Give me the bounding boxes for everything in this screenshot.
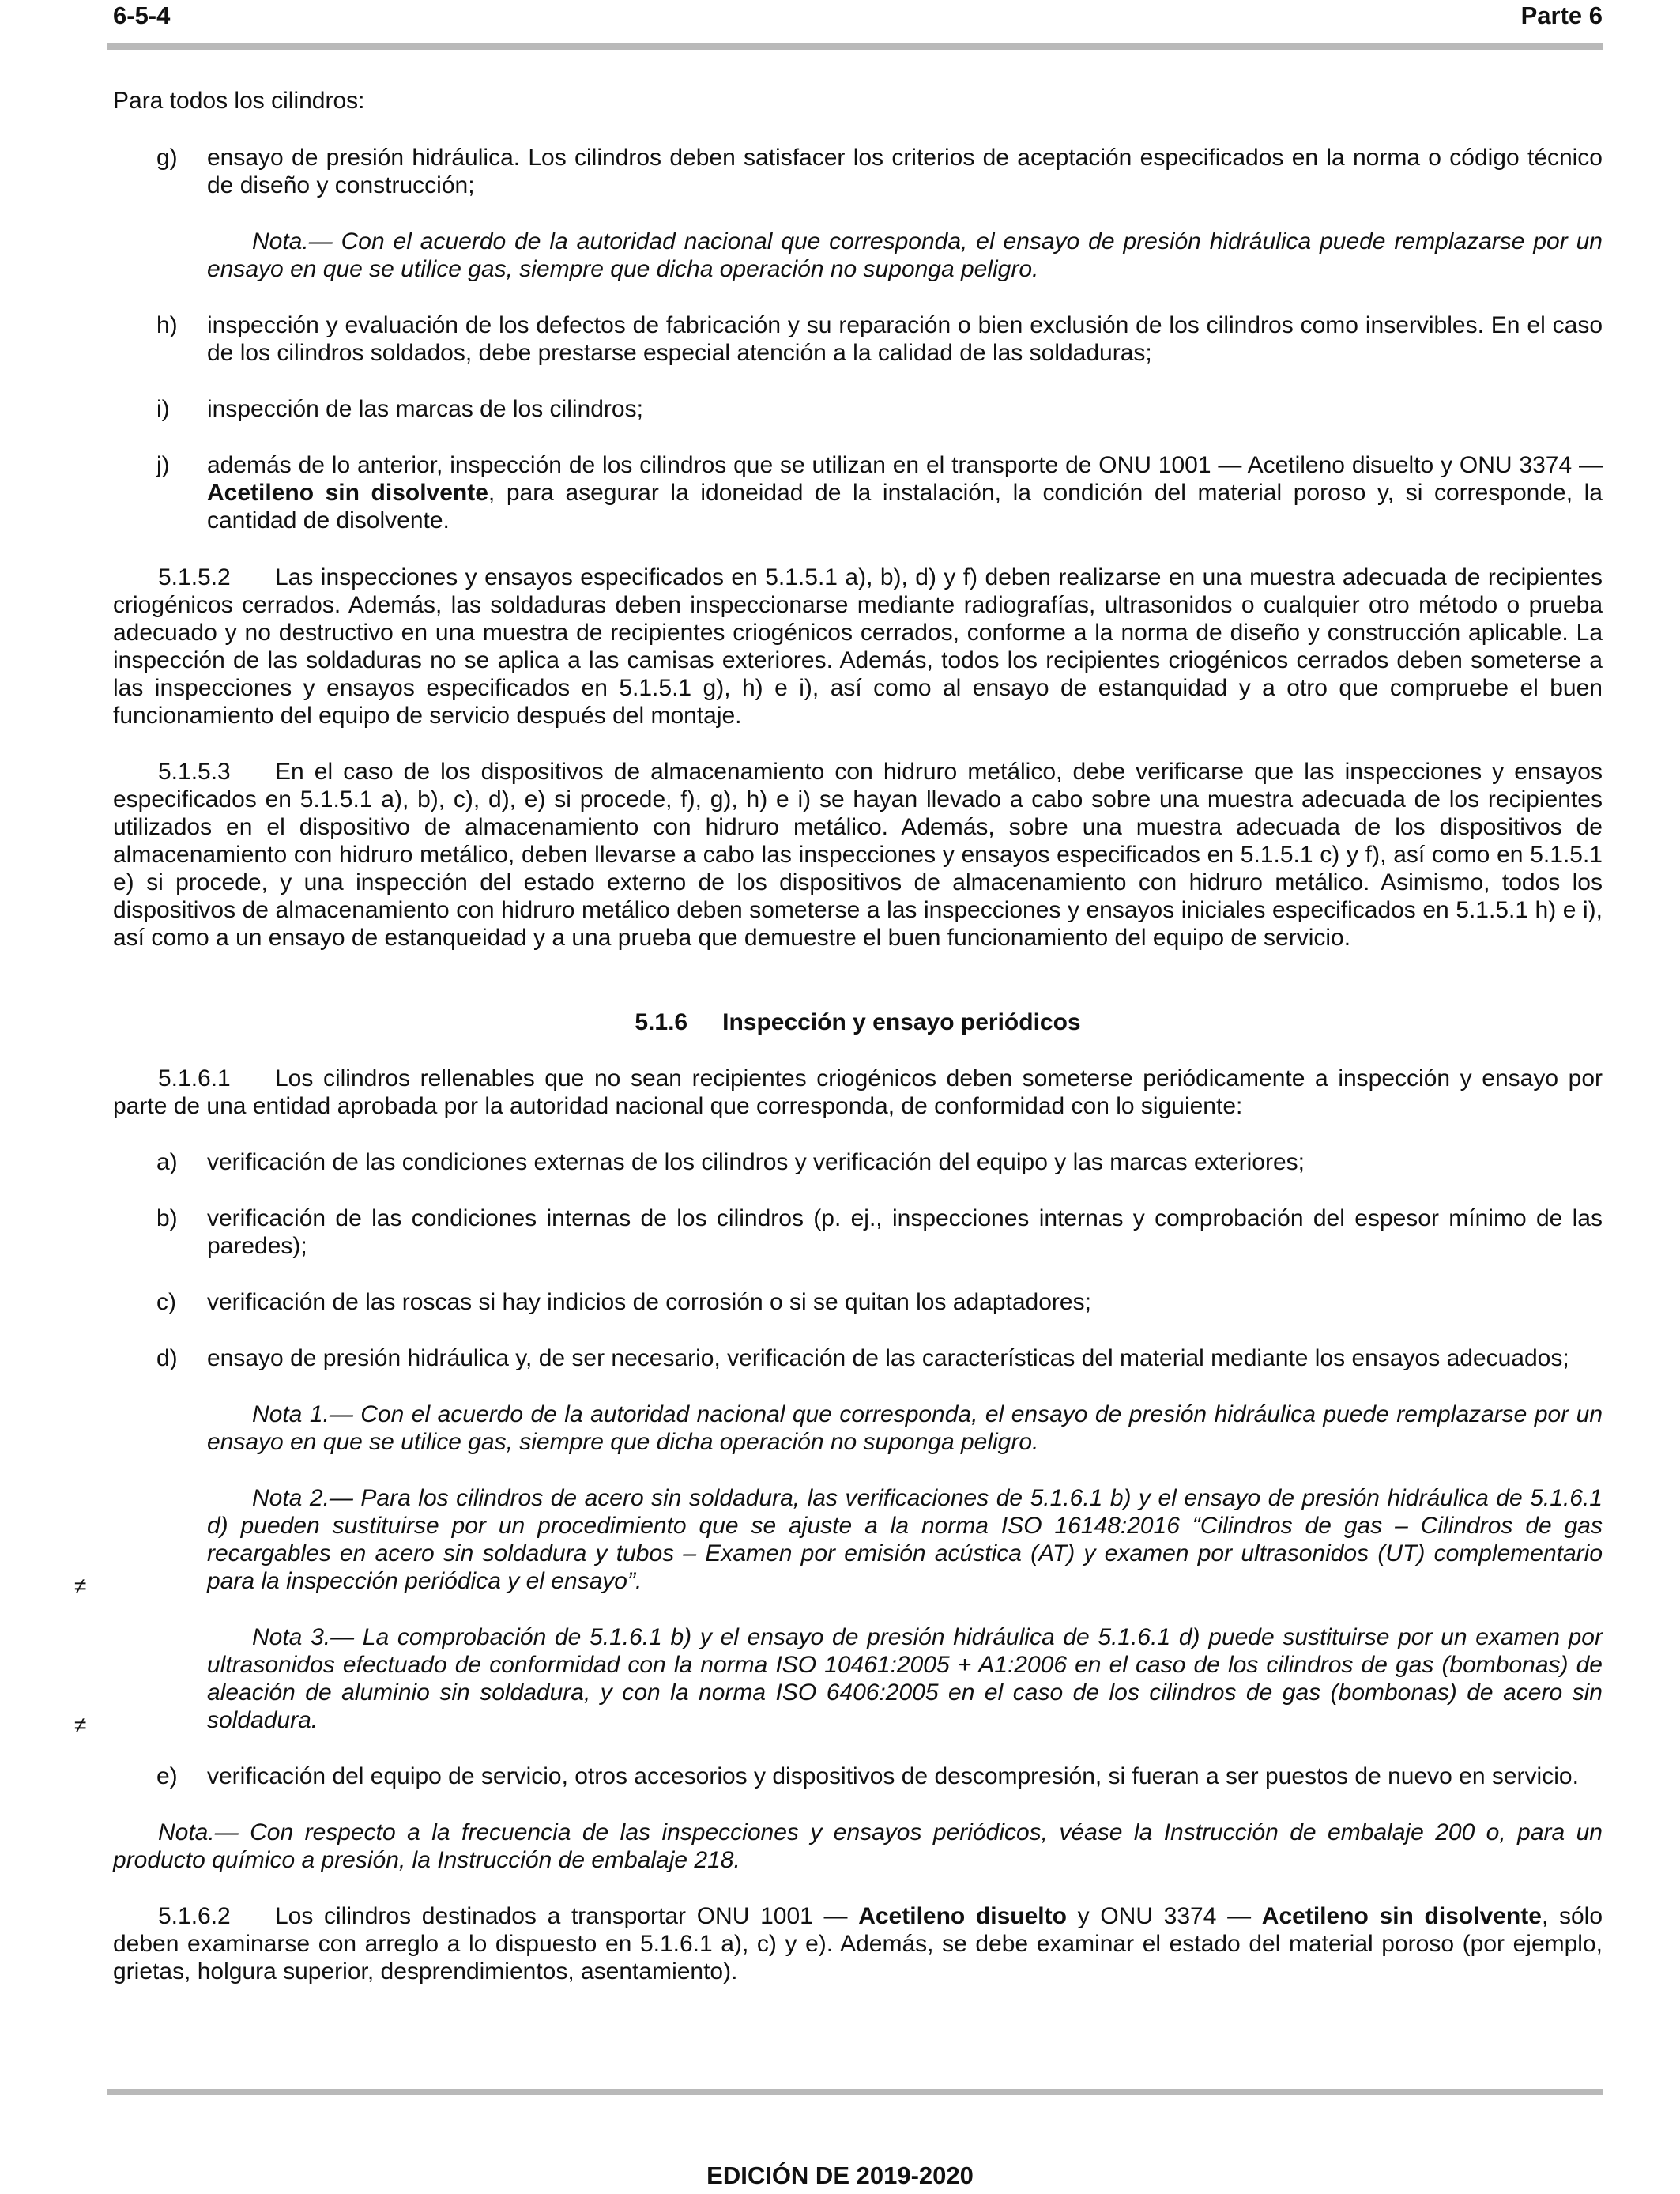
item-label: i): [156, 396, 170, 422]
paragraph-text: En el caso de los dispositivos de almacenamiento con hidruro metálico, debe verificarse que las inspecciones y ensayos especificados en 5.1.5.1 a), b), c), d), e) si procede, f), g), h) e i) se hayan llevado a cabo sobre una muestra adecuada de los recipientes utilizados en el dispositivo de almacenamiento con hidruro metálico. Además, sobre una muestra adecuada de los dispositivos de almacenamiento con hidruro metálico, deben llevarse a cabo las inspecciones y ensayos especificados en 5.1.5.1 c) y f), así como en 5.1.5.1 e) si procede, y una inspección del estado externo de los dispositivos de almacenamiento con hidruro metálico. Asimismo, todos los dispositivos de almacenamiento con hidruro metálico deben someterse a las inspecciones y ensayos iniciales especificados en 5.1.5.1 h) e i), así como a un ensayo de estanqueidad y a una prueba que demuestre el buen funcionamiento del equipo de servicio.: [113, 759, 1603, 951]
note-frequency: Nota.— Con respecto a la frecuencia de las inspecciones y ensayos periódicos, véase la Instrucción de embalaje 200 o, para un producto químico a presión, la Instrucción de embalaje 218.: [113, 1819, 1603, 1873]
item-text: verificación de las roscas si hay indicios de corrosión o si se quitan los adaptadores;: [207, 1289, 1091, 1315]
item-label: c): [156, 1289, 176, 1315]
list-item-d: [113, 1344, 1603, 1372]
note-3: Nota 3.— La comprobación de 5.1.6.1 b) y el ensayo de presión hidráulica de 5.1.6.1 d) puede sustituirse por un examen por ultrasonidos efectuado de conformidad con la norma ISO 10461:2005 + A1:2006 en el caso de los cilindros de gas (bombonas) de aleación de aluminio sin soldadura, y con la norma ISO 6406:2005 en el caso de los cilindros de gas (bombonas) de acero sin soldadura.: [207, 1624, 1603, 1733]
item-label: b): [156, 1205, 178, 1231]
item-text: ensayo de presión hidráulica y, de ser necesario, verificación de las características del material mediante los ensayos adecuados;: [207, 1345, 1569, 1371]
list-item-e: [113, 1762, 1603, 1790]
paragraph-number: 5.1.6.1: [158, 1065, 231, 1091]
item-label: d): [156, 1345, 178, 1371]
intro-text: Para todos los cilindros:: [113, 88, 365, 114]
paragraph-bold-1: Acetileno disuelto: [858, 1903, 1067, 1929]
note-2: Nota 2.— Para los cilindros de acero sin soldadura, las verificaciones de 5.1.6.1 b) y el ensayo de presión hidráulica de 5.1.6.1 d) pueden sustituirse por un procedimiento que se ajuste a la norma ISO 16148:2016 “Cilindros de gas – Cilindros de gas recargables en acero sin soldadura y tubos – Examen por emisión acústica (AT) y examen por ultrasonidos (UT) complementario para la inspección periódica y el ensayo”.: [207, 1485, 1603, 1594]
paragraph-5-1-5-2: [113, 564, 1603, 729]
paragraph-number: 5.1.6.2: [158, 1903, 231, 1929]
part-label: Parte 6: [1520, 2, 1603, 29]
paragraph-text-1: Los cilindros destinados a transportar ONU 1001 —: [275, 1903, 859, 1929]
item-text: inspección y evaluación de los defectos de fabricación y su reparación o bien exclusión de los cilindros como inservibles. En el caso de los cilindros soldados, debe prestarse especial atención a la calidad de las soldaduras;: [207, 312, 1603, 366]
note-1: Nota 1.— Con el acuerdo de la autoridad nacional que corresponda, el ensayo de presión hidráulica puede remplazarse por un ensayo en que se utilice gas, siempre que dicha operación no suponga peligro.: [207, 1401, 1603, 1455]
paragraph-number: 5.1.5.3: [158, 759, 231, 785]
item-text: verificación de las condiciones internas de los cilindros (p. ej., inspecciones internas y comprobación del espesor mínimo de las paredes);: [207, 1205, 1603, 1259]
list-item-h: [113, 311, 1603, 367]
item-text: inspección de las marcas de los cilindros;: [207, 396, 643, 422]
change-marker-note3: ≠: [74, 1713, 87, 1737]
item-label: e): [156, 1763, 178, 1789]
header-rule: [107, 43, 1603, 50]
page-header: [113, 0, 1603, 35]
list-item-b: [113, 1204, 1603, 1260]
item-label: a): [156, 1149, 178, 1175]
list-item-c: [113, 1288, 1603, 1316]
paragraph-bold-2: Acetileno sin disolvente: [1261, 1903, 1542, 1929]
section-title: Inspección y ensayo periódicos: [722, 1009, 1081, 1035]
paragraph-text: Las inspecciones y ensayos especificados en 5.1.5.1 a), b), d) y f) deben realizarse en una muestra adecuada de recipientes criogénicos cerrados. Además, las soldaduras deben inspeccionarse mediante radiografías, ultrasonidos o cualquier otro método o prueba adecuado y no destructivo en una muestra de recipientes criogénicos cerrados, conforme a la norma de diseño y construcción aplicable. La inspección de las soldaduras no se aplica a las camisas exteriores. Además, todos los recipientes criogénicos cerrados deben someterse a las inspecciones y ensayos especificados en 5.1.5.1 g), h) e i), así como al ensayo de estanquidad y a otro que compruebe el buen funcionamiento del equipo de servicio después del montaje.: [113, 564, 1603, 729]
item-label: h): [156, 312, 178, 338]
page-number: 6-5-4: [113, 2, 171, 29]
item-text-a: además de lo anterior, inspección de los cilindros que se utilizan en el transporte de ONU 1001 — Acetileno disuelto y ONU 3374 —: [207, 452, 1603, 478]
item-label: j): [156, 452, 170, 478]
list-item-g: [113, 144, 1603, 199]
footer-rule: [107, 2089, 1603, 2095]
paragraph-5-1-5-3: [113, 758, 1603, 952]
item-text: verificación de las condiciones externas de los cilindros y verificación del equipo y las marcas exteriores;: [207, 1149, 1305, 1175]
document-body: [113, 87, 1603, 1985]
paragraph-number: 5.1.5.2: [158, 564, 231, 590]
edition-footer: EDICIÓN DE 2019-2020: [706, 2162, 974, 2189]
paragraph-text: Los cilindros rellenables que no sean recipientes criogénicos deben someterse periódicamente a inspección y ensayo por parte de una entidad aprobada por la autoridad nacional que corresponda, de conformidad con lo siguiente:: [113, 1065, 1603, 1119]
item-text: ensayo de presión hidráulica. Los cilindros deben satisfacer los criterios de aceptación especificados en la norma o código técnico de diseño y construcción;: [207, 145, 1603, 198]
item-text-b: , para asegurar la idoneidad de la instalación, la condición del material poroso y, si corresponde, la cantidad de disolvente.: [207, 480, 1603, 533]
paragraph-text-2: y ONU 3374 —: [1066, 1903, 1262, 1929]
item-text-bold: Acetileno sin disolvente: [207, 480, 488, 506]
paragraph-text-3: , sólo deben examinarse con arreglo a lo dispuesto en 5.1.6.1 a), c) y e). Además, se debe examinar el estado del material poroso (por ejemplo, grietas, holgura superior, desprendimientos, asentamiento).: [113, 1903, 1603, 1985]
section-number: 5.1.6: [635, 1009, 688, 1035]
item-text: verificación del equipo de servicio, otros accesorios y dispositivos de descompresión, si fueran a ser puestos de nuevo en servicio.: [207, 1763, 1579, 1789]
list-item-j: [113, 451, 1603, 534]
paragraph-5-1-6-2: [113, 1902, 1603, 1985]
change-marker-note2: ≠: [74, 1574, 87, 1598]
paragraph-5-1-6-1: [113, 1065, 1603, 1120]
list-item-i: [113, 395, 1603, 423]
section-heading-5-1-6: [113, 1008, 1603, 1036]
note-g: Nota.— Con el acuerdo de la autoridad nacional que corresponda, el ensayo de presión hidráulica puede remplazarse por un ensayo en que se utilice gas, siempre que dicha operación no suponga peligro.: [207, 228, 1603, 282]
item-text: [207, 451, 1603, 534]
item-label: g): [156, 145, 178, 171]
list-item-a: [113, 1148, 1603, 1176]
